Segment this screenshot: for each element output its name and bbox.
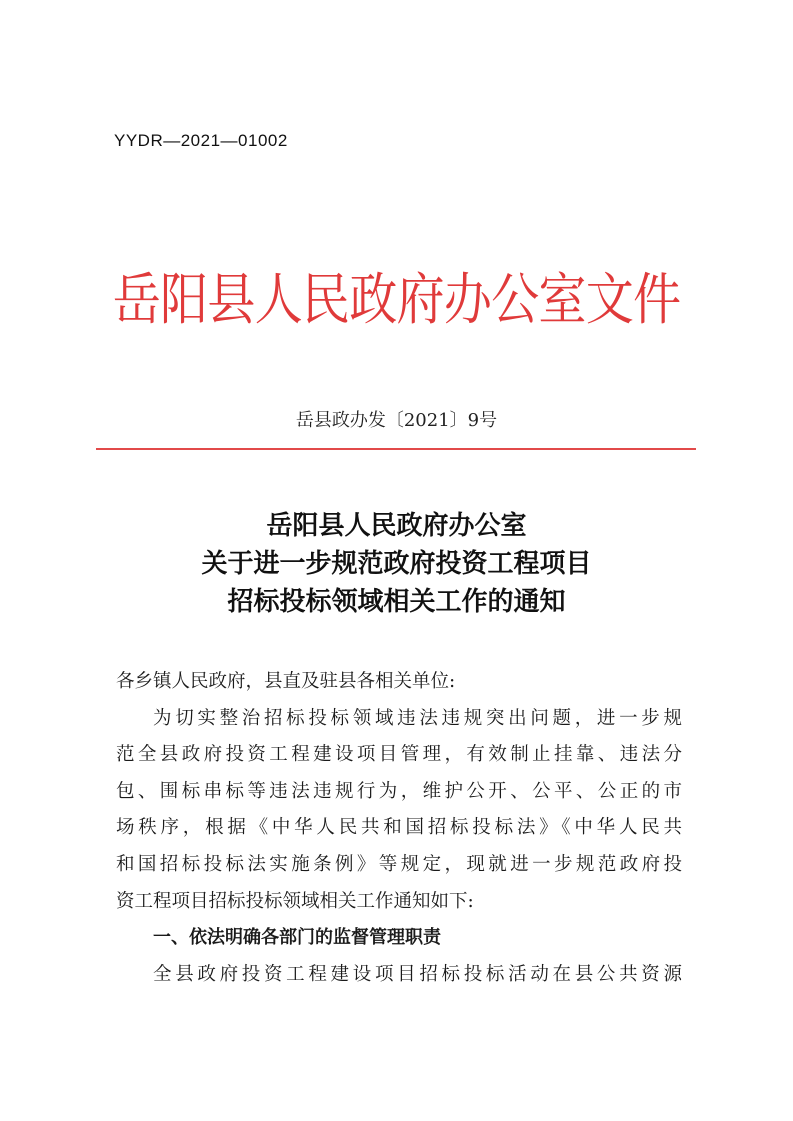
document-code: YYDR—2021—01002 <box>114 131 288 150</box>
paragraph-line: 和国招标投标法实施条例》等规定，现就进一步规范政府投 <box>116 853 682 875</box>
notice-title-line: 关于进一步规范政府投资工程项目 <box>201 549 592 579</box>
notice-title-line: 岳阳县人民政府办公室 <box>266 511 527 541</box>
masthead-title: 岳阳县人民政府办公室文件 <box>112 268 681 333</box>
paragraph-line: 全县政府投资工程建设项目招标投标活动在县公共资源 <box>153 963 682 985</box>
salutation: 各乡镇人民政府，县直及驻县各相关单位: <box>116 671 456 692</box>
red-divider-line <box>96 448 696 450</box>
notice-title-line: 招标投标领域相关工作的通知 <box>227 587 566 617</box>
paragraph-line: 范全县政府投资工程建设项目管理，有效制止挂靠、违法分 <box>116 744 682 766</box>
section-heading: 一、依法明确各部门的监督管理职责 <box>153 927 441 949</box>
paragraph-line: 包、围标串标等违法违规行为，维护公开、公平、公正的市 <box>116 780 682 802</box>
paragraph-line: 为切实整治招标投标领域违法违规突出问题，进一步规 <box>153 707 682 729</box>
document-body <box>116 664 682 993</box>
notice-title <box>0 507 793 621</box>
paragraph-line: 场秩序，根据《中华人民共和国招标投标法》《中华人民共 <box>116 817 682 839</box>
paragraph-line: 资工程项目招标投标领域相关工作通知如下: <box>116 890 474 912</box>
document-number: 岳县政办发〔2021〕9号 <box>295 410 498 431</box>
